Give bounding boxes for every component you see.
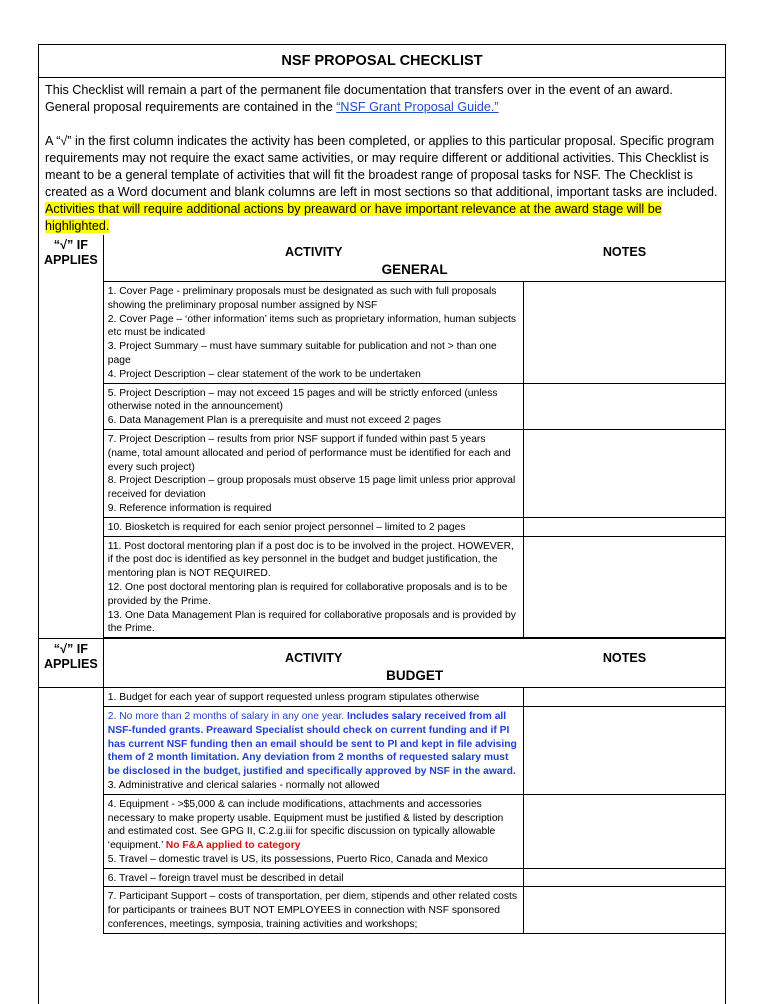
notes-cell[interactable] <box>524 794 726 868</box>
activity-item: 11. Post doctoral mentoring plan if a post doc is to be involved in the project. HOWEVER, if the post doc is identified as key personnel in the budget and budget justification, the mentoring plan is NOT REQUIRED. <box>107 540 514 580</box>
activity-header: ACTIVITY <box>284 651 343 666</box>
table-row <box>39 282 726 384</box>
section-heading-budget: BUDGET <box>386 668 444 684</box>
applies-header: “√” IF APPLIES <box>39 639 103 688</box>
grant-proposal-guide-link[interactable]: “NSF Grant Proposal Guide.” <box>336 100 499 114</box>
notes-cell[interactable] <box>524 429 726 517</box>
activity-item-salary <box>108 710 519 779</box>
notes-header: NOTES <box>602 245 647 259</box>
section-row-general <box>39 259 726 282</box>
check-cell[interactable] <box>39 887 103 933</box>
table-row <box>39 868 726 887</box>
intro-text-2: A “√” in the first column indicates the activity has been completed, or applies to this particular proposal. Specific program requirements may not require the exact same activities, or may require different or additional activities. This Checklist is meant to be a general template of activities that will fit the broadest range of proposal tasks for NSF. The Checklist is created as a Word document and blank columns are left in most sections so that additional, important tasks are included. <box>45 134 718 199</box>
activity-cell <box>103 794 523 868</box>
applies-header: “√” IF APPLIES <box>39 235 103 282</box>
table-row <box>39 688 726 707</box>
activity-header: ACTIVITY <box>284 245 343 259</box>
activity-item: 7. Participant Support – costs of transportation, per diem, stipends and other related costs for participants or trainees BUT NOT EMPLOYEES in connection with NSF sponsored conferences, meetings, symposia, training activities and workshops; <box>107 891 518 931</box>
notes-cell[interactable] <box>524 706 726 794</box>
activity-cell <box>103 868 523 887</box>
activity-item: 1. Budget for each year of support requested unless program stipulates otherwise <box>107 692 480 704</box>
table-row <box>39 517 726 536</box>
notes-cell[interactable] <box>524 887 726 933</box>
activity-item: 8. Project Description – group proposals must observe 15 page limit unless prior approval received for deviation <box>107 475 516 501</box>
column-header-row <box>39 235 726 259</box>
activity-item: 9. Reference information is required <box>107 502 272 514</box>
activity-item: 12. One post doctoral mentoring plan is required for collaborative proposals and is to be provided by the Prime. <box>107 581 508 607</box>
notes-header: NOTES <box>602 651 647 666</box>
budget-table <box>39 638 726 934</box>
check-cell[interactable] <box>39 517 103 536</box>
check-cell[interactable] <box>39 282 103 384</box>
check-cell[interactable] <box>39 794 103 868</box>
notes-cell[interactable] <box>524 688 726 707</box>
section-heading-general: GENERAL <box>381 262 448 277</box>
check-cell[interactable] <box>39 868 103 887</box>
intro-paragraph-1 <box>45 82 719 116</box>
activity-item: 13. One Data Management Plan is required for collaborative proposals and is provided by the Prime. <box>107 609 516 635</box>
activity-item: 3. Administrative and clerical salaries - normally not allowed <box>107 779 380 791</box>
general-table <box>39 235 726 638</box>
notes-cell[interactable] <box>524 517 726 536</box>
notes-cell[interactable] <box>524 383 726 429</box>
activity-item: 7. Project Description – results from prior NSF support if funded within past 5 years (name, total amount allocated and period of performance must be identified for each and every such project) <box>107 433 511 473</box>
activity-cell <box>103 688 523 707</box>
check-cell[interactable] <box>39 688 103 707</box>
equipment-text: 4. Equipment - >$5,000 & can include modifications, attachments and accessories necessary to make property usable. Equipment must be justified & listed by description and estimated cost. See GPG II, C.2.g.iii for specific discussion on typically allowable ‘equipment.’ <box>107 798 504 852</box>
activity-cell <box>103 536 523 638</box>
table-row <box>39 536 726 638</box>
notes-cell[interactable] <box>524 282 726 384</box>
check-cell[interactable] <box>39 383 103 429</box>
activity-cell <box>103 282 523 384</box>
notes-cell[interactable] <box>524 868 726 887</box>
section-row-budget <box>39 665 726 688</box>
intro-paragraph-2 <box>45 133 719 235</box>
notes-cell[interactable] <box>524 536 726 638</box>
activity-item: 3. Project Summary – must have summary suitable for publication and not > than one page <box>107 341 497 366</box>
intro-text-1: This Checklist will remain a part of the permanent file documentation that transfers over in the event of an award. General proposal requirements are contained in the <box>45 83 673 114</box>
check-cell[interactable] <box>39 429 103 517</box>
activity-item: 4. Project Description – clear statement of the work to be undertaken <box>107 368 421 380</box>
activity-item-equipment <box>108 798 519 853</box>
activity-cell <box>103 517 523 536</box>
table-row <box>39 383 726 429</box>
checklist-document <box>38 44 726 1004</box>
activity-cell <box>103 706 523 794</box>
activity-item: 1. Cover Page - preliminary proposals must be designated as such with full proposals showing the preliminary proposal number assigned by NSF <box>107 286 497 311</box>
activity-item: 5. Travel – domestic travel is US, its possessions, Puerto Rico, Canada and Mexico <box>107 853 488 865</box>
equipment-fa-note: No F&A applied to category <box>165 840 301 852</box>
activity-cell <box>103 383 523 429</box>
activity-cell <box>103 887 523 933</box>
check-cell[interactable] <box>39 706 103 794</box>
activity-item: 6. Travel – foreign travel must be described in detail <box>107 872 344 884</box>
salary-limit-detail: Includes salary received from all NSF-funded grants. Preaward Specialist should check on current funding and if PI has current NSF funding then an email should be sent to PI and kept in file advising them of 2 month limitation. Any deviation from 2 months of requested salary must be disclosed in the budget, justified and specifically approved by NSF in the award. <box>107 710 517 778</box>
table-row <box>39 887 726 933</box>
activity-item: 6. Data Management Plan is a prerequisite and must not exceed 2 pages <box>107 415 441 427</box>
page-title: NSF PROPOSAL CHECKLIST <box>39 45 725 78</box>
column-header-row <box>39 639 726 666</box>
intro-section <box>39 78 725 235</box>
highlight-note: Activities that will require additional actions by preaward or have important relevance at the award stage will be highlighted. <box>45 202 662 233</box>
activity-cell <box>103 429 523 517</box>
table-row <box>39 429 726 517</box>
salary-limit-text: 2. No more than 2 months of salary in any one year. <box>107 710 348 722</box>
check-cell[interactable] <box>39 536 103 638</box>
activity-item: 10. Biosketch is required for each senior project personnel – limited to 2 pages <box>107 521 466 533</box>
activity-item: 2. Cover Page – ‘other information’ items such as proprietary information, human subjects etc must be indicated <box>107 313 517 339</box>
table-row <box>39 706 726 794</box>
activity-item: 5. Project Description – may not exceed 15 pages and will be strictly enforced (unless otherwise noted in the announcement) <box>107 387 498 413</box>
table-row <box>39 794 726 868</box>
